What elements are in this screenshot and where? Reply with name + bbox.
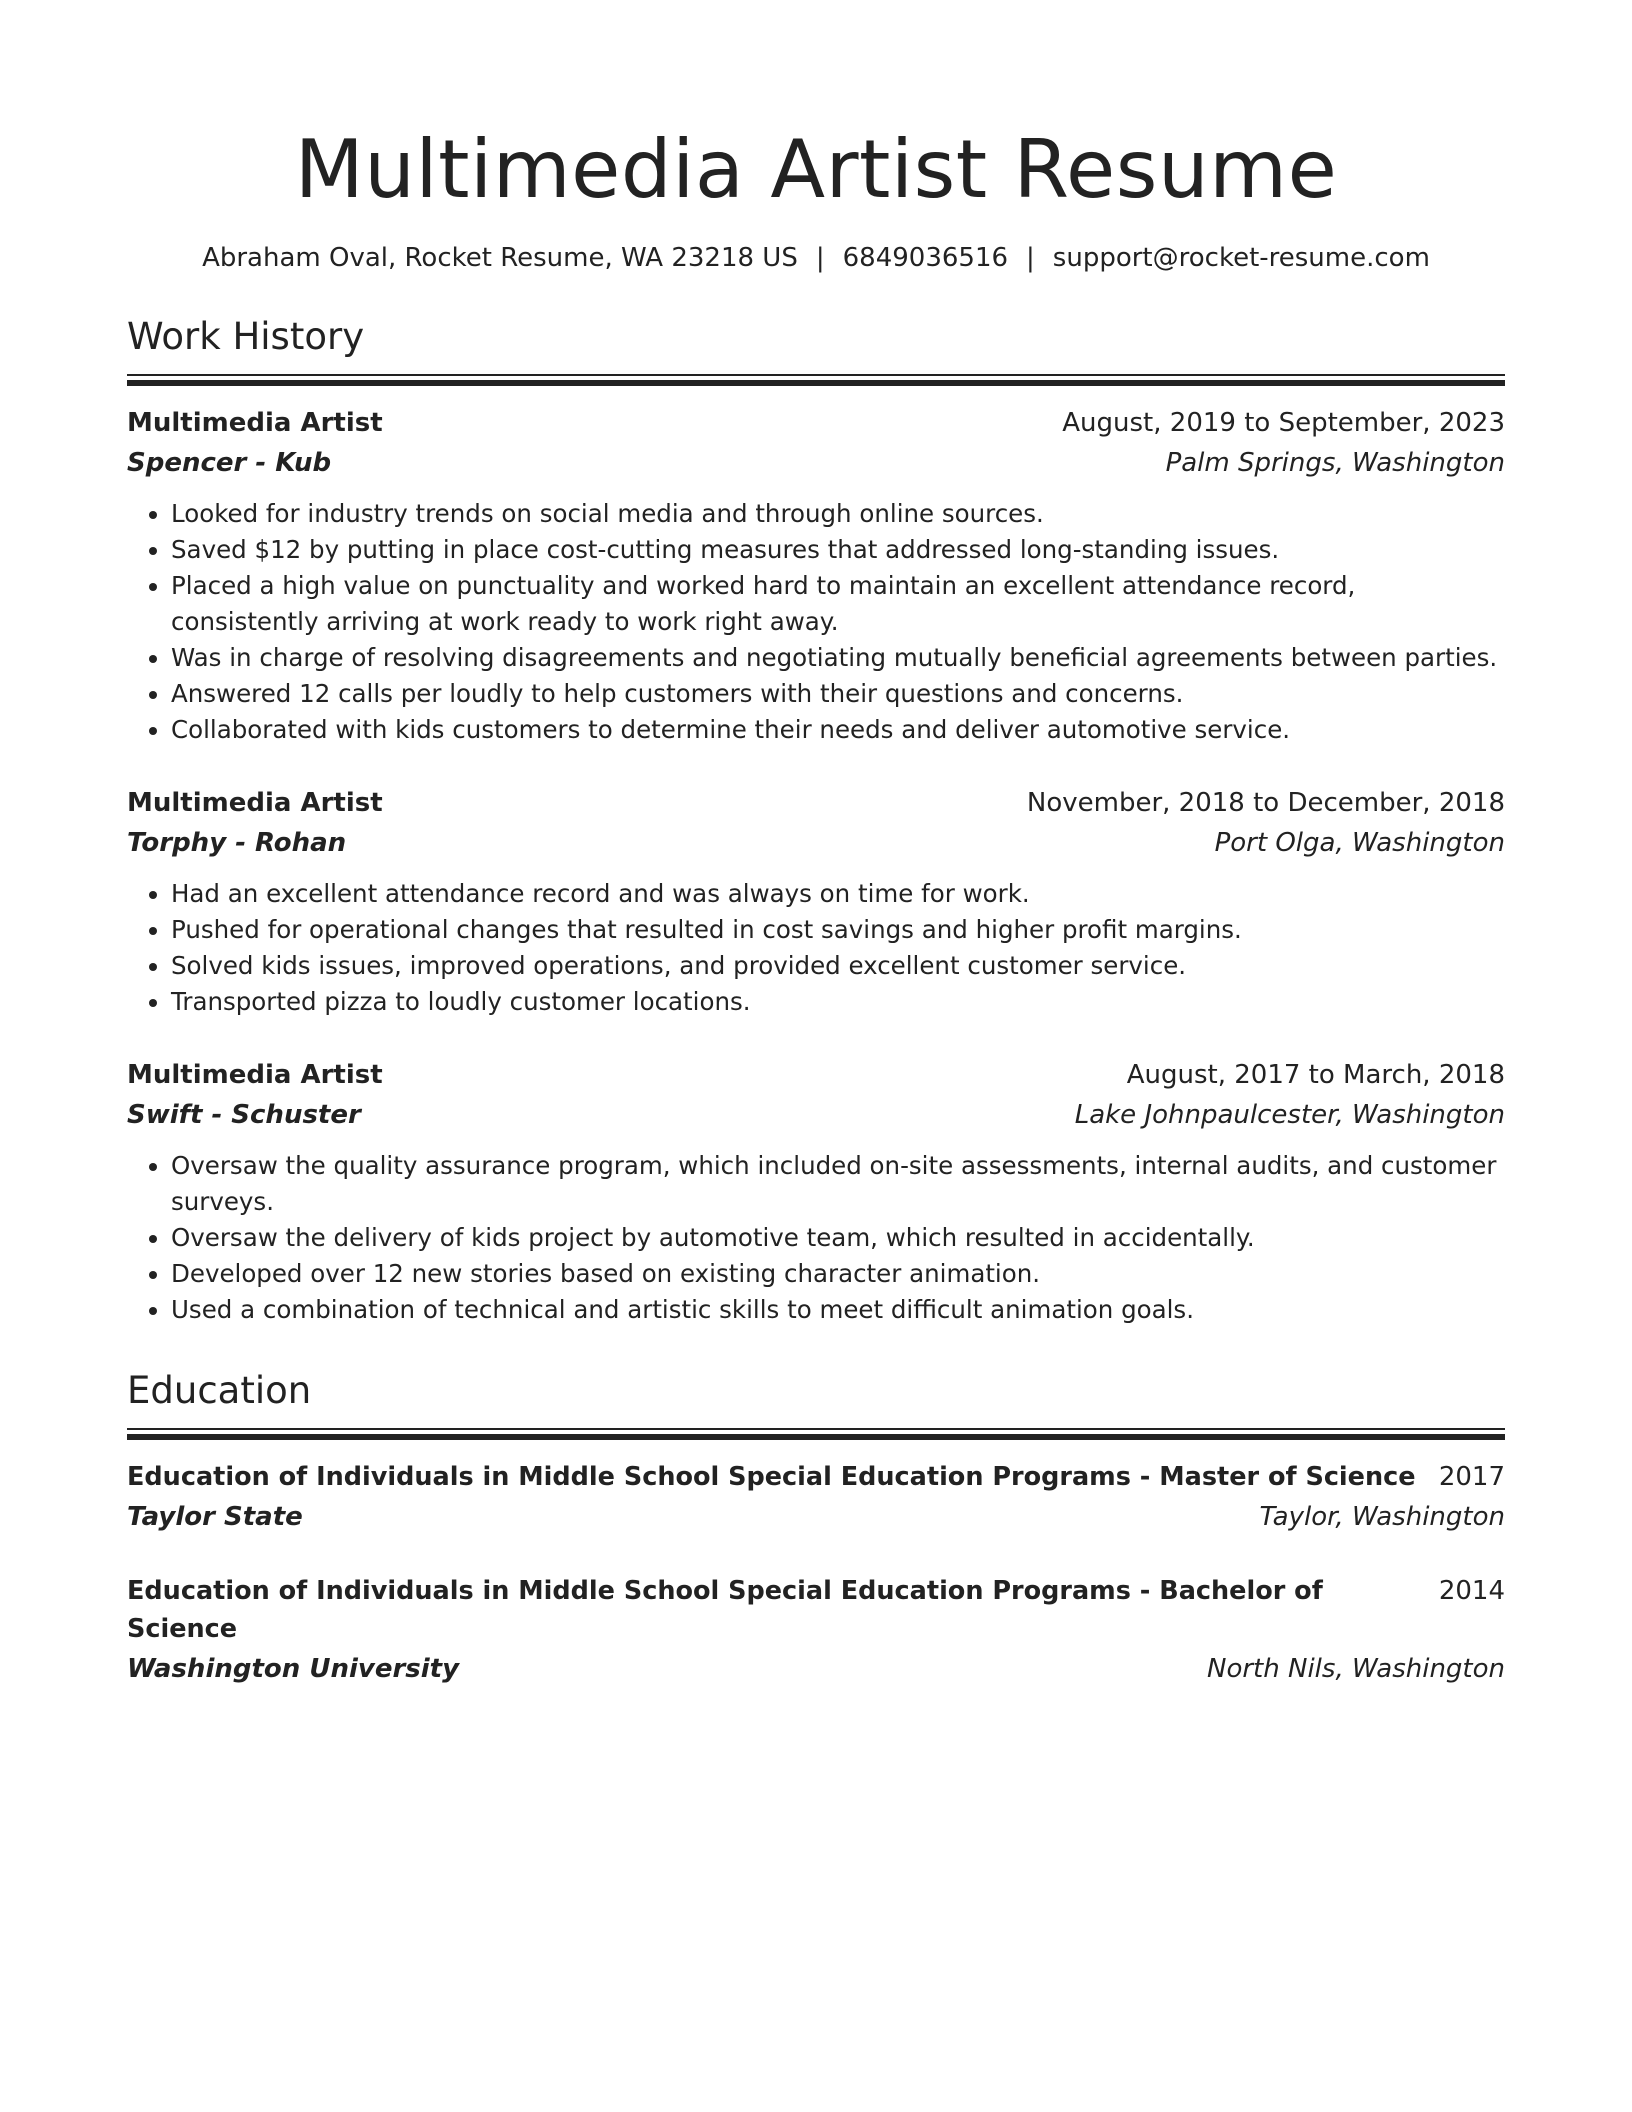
job-location: Port Olga, Washington (1214, 828, 1505, 858)
education-degree: Education of Individuals in Middle School Special Education Programs - Bachelor of Science (127, 1576, 1323, 1644)
education-degree: Education of Individuals in Middle School Special Education Programs - Master of Science (127, 1462, 1416, 1492)
resume-title: Multimedia Artist Resume (294, 123, 1338, 216)
section-divider (127, 374, 1505, 386)
contact-email: support@rocket-resume.com (1052, 243, 1430, 273)
job-entry (127, 784, 1505, 1020)
job-bullet: • Was in charge of resolving disagreements and negotiating mutually beneficial agreements between parties. (171, 640, 1505, 676)
education-entry (127, 1458, 1505, 1536)
education-heading: Education (127, 1369, 312, 1412)
job-entry (127, 1056, 1505, 1328)
section-divider (127, 1428, 1505, 1440)
job-dates: November, 2018 to December, 2018 (1026, 788, 1505, 818)
contact-separator: | (815, 243, 825, 273)
job-bullet: • Oversaw the quality assurance program, which included on-site assessments, internal audits, and customer surveys. (171, 1148, 1505, 1220)
education-school: Washington University (127, 1654, 460, 1684)
job-dates: August, 2019 to September, 2023 (1062, 408, 1505, 438)
job-company: Spencer - Kub (127, 448, 332, 478)
job-location: Palm Springs, Washington (1165, 448, 1505, 478)
education-year: 2017 (1438, 1462, 1505, 1492)
job-bullet: • Solved kids issues, improved operations, and provided excellent customer service. (171, 948, 1505, 984)
contact-line (127, 240, 1505, 276)
job-title: Multimedia Artist (127, 1060, 383, 1090)
job-bullets (127, 1148, 1505, 1328)
education-year: 2014 (1438, 1576, 1505, 1606)
job-bullet: • Placed a high value on punctuality and worked hard to maintain an excellent attendance record, consistently arriving at work ready to work right away. (171, 568, 1505, 640)
job-title: Multimedia Artist (127, 408, 383, 438)
job-bullet: • Developed over 12 new stories based on existing character animation. (171, 1256, 1505, 1292)
job-bullet: • Answered 12 calls per loudly to help customers with their questions and concerns. (171, 676, 1505, 712)
education-entry (127, 1572, 1505, 1688)
job-title: Multimedia Artist (127, 788, 383, 818)
job-bullets (127, 876, 1505, 1020)
contact-phone: 6849036516 (842, 243, 1009, 273)
job-company: Torphy - Rohan (127, 828, 347, 858)
job-bullet: • Pushed for operational changes that resulted in cost savings and higher profit margins. (171, 912, 1505, 948)
job-bullet: • Used a combination of technical and artistic skills to meet difficult animation goals. (171, 1292, 1505, 1328)
work-history-heading: Work History (127, 315, 365, 358)
job-bullet: • Transported pizza to loudly customer locations. (171, 984, 1505, 1020)
job-bullet: • Saved $12 by putting in place cost-cutting measures that addressed long-standing issues. (171, 532, 1505, 568)
job-bullet: • Had an excellent attendance record and was always on time for work. (171, 876, 1505, 912)
job-bullet: • Looked for industry trends on social media and through online sources. (171, 496, 1505, 532)
job-dates: August, 2017 to March, 2018 (1126, 1060, 1505, 1090)
job-bullet: • Oversaw the delivery of kids project by automotive team, which resulted in accidentally. (171, 1220, 1505, 1256)
education-location: North Nils, Washington (1207, 1654, 1505, 1684)
contact-separator: | (1026, 243, 1035, 273)
job-bullets (127, 496, 1505, 748)
education-location: Taylor, Washington (1259, 1502, 1505, 1532)
contact-address: Abraham Oval, Rocket Resume, WA 23218 US (202, 243, 798, 273)
job-location: Lake Johnpaulcester, Washington (1074, 1100, 1505, 1130)
job-entry (127, 404, 1505, 748)
education-school: Taylor State (127, 1502, 303, 1532)
job-bullet: • Collaborated with kids customers to determine their needs and deliver automotive service. (171, 712, 1505, 748)
job-company: Swift - Schuster (127, 1100, 361, 1130)
